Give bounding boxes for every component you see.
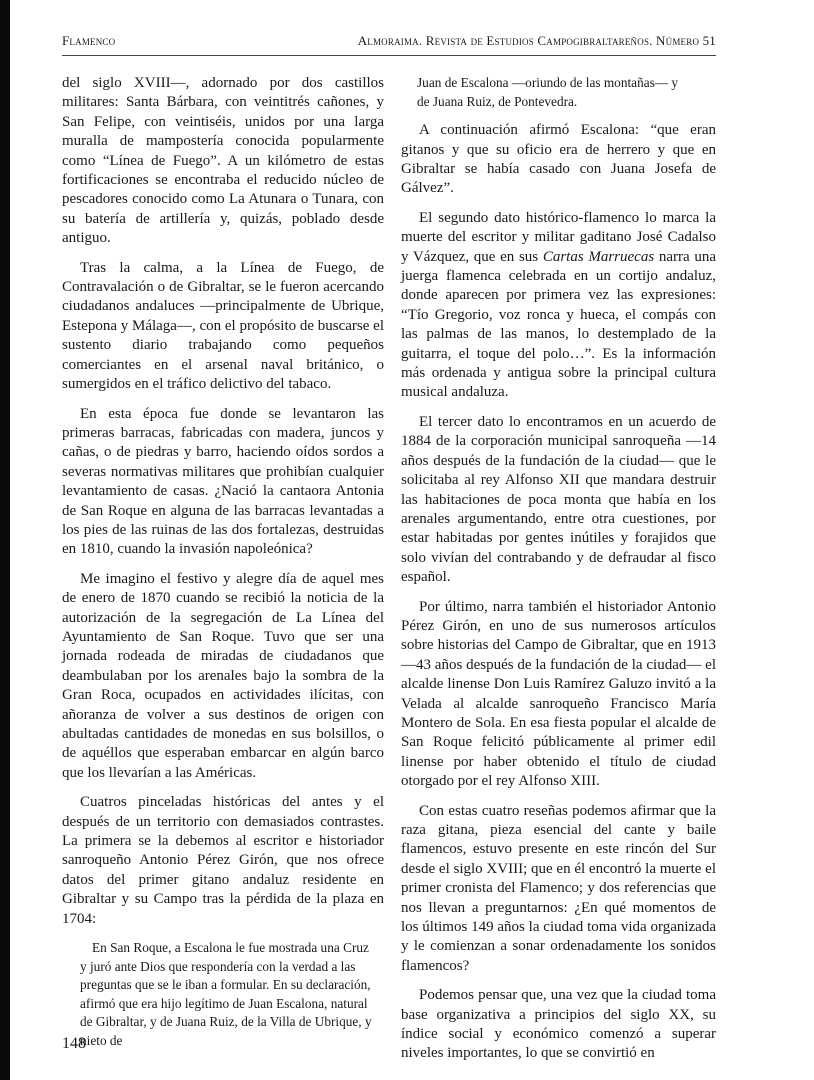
paragraph: del siglo XVIII—, adornado por dos castillos militares: Santa Bárbara, con veintitrés cañones, y San Felipe, con veintiséis, unidos por una larga muralla de mampostería conocida popularmente como “Línea de Fuego”. A un kilómetro de estas fortificaciones se encontraba el reducido núcleo de pescadores conocido como La Atunara o Tunara, con su batería de artillería y, quizás, poblado desde antiguo. bbox=[62, 75, 384, 247]
header-rule bbox=[62, 55, 716, 56]
paragraph: Por último, narra también el historiador Antonio Pérez Girón, en uno de sus numerosos artículos sobre historias del Campo de Gibraltar, que en 1913 —43 años después de la fundación de la ciudad— el alcalde linense Don Luis Ramírez Galuzo invitó a la Velada al alcalde sanroqueño Francisco María Montero de Sola. En esa fiesta popular el alcalde de San Roque felicitó públicamente al primer edil linense por haber obtenido el título de ciudad otorgado por el rey Alfonso XIII. bbox=[401, 598, 716, 790]
journal-title: Almoraima. Revista de Estudios Campogibraltareños. Número 51 bbox=[357, 33, 716, 48]
block-quote: En San Roque, a Escalona le fue mostrada una Cruz y juró ante Dios que respondería con la verdad a las preguntas que se le iban a formular. En su declaración, afirmó que era hijo legítimo de Juan Escalona, natural de Gibraltar, y de Juana Ruiz, de la Villa de Ubrique, y nieto de bbox=[80, 940, 372, 1049]
paragraph bbox=[401, 209, 716, 403]
paragraph: Cuatros pinceladas históricas del antes y el después de un territorio con demasiados contrastes. La primera se la debemos al escritor e historiador sanroqueño Antonio Pérez Girón, que nos ofrece datos del primer gitano andaluz residente en Gibraltar y su Campo tras la pérdida de la plaza en 1704: bbox=[62, 794, 384, 927]
page-edge-bar bbox=[0, 0, 10, 1080]
block-quote-continued: Juan de Escalona —oriundo de las montañas— y de Juana Ruiz, de Pontevedra. bbox=[417, 75, 679, 109]
paragraph: Podemos pensar que, una vez que la ciudad toma base organizativa a principios del siglo XX, su índice social y económico comenzó a superar niveles importantes, lo que se convirtió en bbox=[401, 987, 716, 1062]
paragraph: El tercer dato lo encontramos en un acuerdo de 1884 de la corporación municipal sanroqueña —14 años después de la fundación de la ciudad— que le solicitaba al rey Alfonso XII que mandara destruir las habitaciones de poca monta que había en los arenales argumentando, entre otra cuestiones, por estar habitadas por gentes inútiles y forajidos que solo vivían del contrabando y de defraudar al fisco español. bbox=[401, 413, 716, 586]
right-column bbox=[401, 74, 717, 1062]
paragraph-text: El segundo dato histórico-flamenco lo marca la muerte del escritor y militar gaditano José Cadalso y Vázquez, que en sus bbox=[401, 209, 716, 265]
paragraph: Tras la calma, a la Línea de Fuego, de Contravalación o de Gibraltar, se le fueron acercando ciudadanos andaluces —principalmente de Ubrique, Estepona y Málaga—, con el propósito de buscarse el sustento diario trabajando como pequeños comerciantes en el arsenal naval británico, o sumergidos en el tráfico delictivo del tabaco. bbox=[62, 259, 384, 393]
paragraph: A continuación afirmó Escalona: “que eran gitanos y que su oficio era de herrero y que en Gibraltar se había casado con Juana Josefa de Gálvez”. bbox=[401, 122, 716, 197]
book-title: Cartas Marruecas bbox=[542, 248, 655, 265]
page-number: 148 bbox=[62, 1035, 86, 1052]
running-head bbox=[62, 33, 716, 51]
paragraph: Con estas cuatro reseñas podemos afirmar que la raza gitana, pieza esencial del cante y baile flamencos, estuvo presente en este rincón del Sur desde el siglo XVIII; que en él encontró la muerte el primer cronista del Flamenco; y dos referencias que nos llevan a preguntarnos: ¿En qué momentos de los últimos 149 años la ciudad toma vida organizada y le comienzan a sonar ordenadamente los sonidos flamencos? bbox=[401, 802, 716, 974]
section-title: Flamenco bbox=[62, 33, 116, 48]
paragraph-text: narra una juerga flamenca celebrada en un cortijo andaluz, donde aparecen por primera vez las expresiones: “Tío Gregorio, voz ronca y hueca, el compás con las palmas de las manos, lo destemplado de la guitarra, el toque del polo…”. Es la información más ordenada y antigua sobre la principal cultura musical andaluza. bbox=[401, 248, 717, 401]
paragraph: En esta época fue donde se levantaron las primeras barracas, fabricadas con madera, juncos y cañas, o de piedras y barro, haciendo oídos sordos a severas normativas militares que prohibían cualquier levantamiento de casas. ¿Nació la cantaora Antonia de San Roque en alguna de las barracas levantadas a los pies de las ruinas de las dos fortalezas, destruidas en 1810, cuando la invasión napoleónica? bbox=[62, 405, 384, 558]
paragraph: Me imagino el festivo y alegre día de aquel mes de enero de 1870 cuando se recibió la noticia de la autorización de la segregación de La Línea del Ayuntamiento de San Roque. Tuvo que ser una jornada rodeada de miradas de ciudadanos que deambulaban por los arenales bajo la sombra de la Gran Roca, ocupados en actividades ilícitas, con añoranza de volver a sus destinos de origen con abultadas cantidades de monedas en sus bolsillos, o de aquéllos que esperaban embarcar en algún barco que los llevarían a las Américas. bbox=[62, 570, 384, 781]
